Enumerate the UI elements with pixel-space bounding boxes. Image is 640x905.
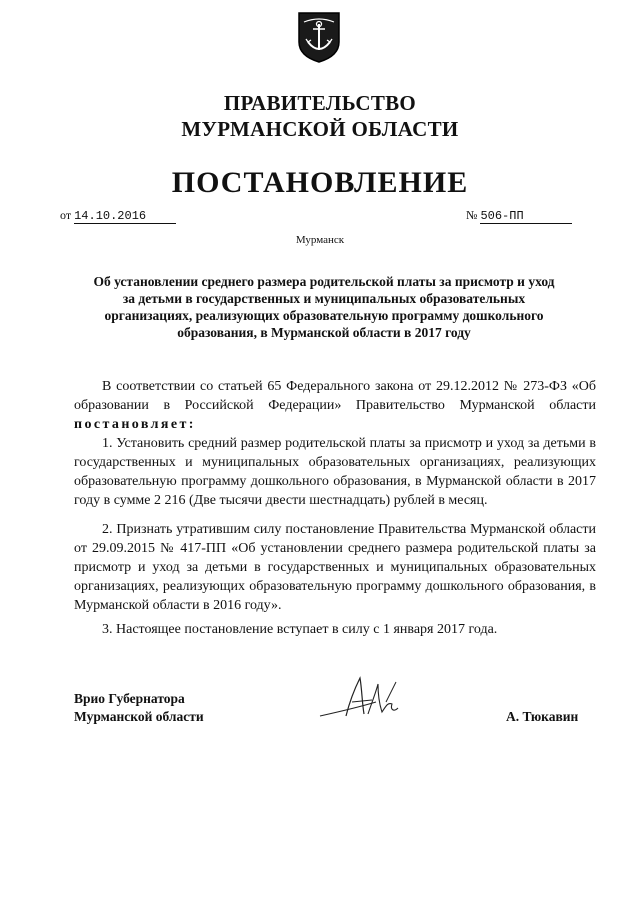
document-type: ПОСТАНОВЛЕНИЕ bbox=[171, 166, 469, 199]
title-line: Об установлении среднего размера родительской платы за присмотр и уход bbox=[93, 274, 555, 289]
date-line bbox=[60, 208, 176, 224]
coat-of-arms-icon bbox=[296, 10, 342, 64]
number-prefix: № bbox=[466, 208, 478, 222]
document-number: 506-ПП bbox=[480, 209, 572, 224]
org-name-line1: ПРАВИТЕЛЬСТВО bbox=[223, 91, 417, 115]
item-3 bbox=[74, 620, 596, 639]
number-line bbox=[466, 208, 572, 224]
title-line: организациях, реализующих образовательную программу дошкольного bbox=[104, 308, 544, 323]
item-2-text: 2. Признать утратившим силу постановление Правительства Мурманской области от 29.09.2015 № 417-ПП «Об установлении среднего размера родительской платы за присмотр и уход за детьми в государственных и муниципальных образовательных организациях, реализующих образовательную программу дошкольного образования, в Мурманской области в 2016 году». bbox=[74, 522, 596, 613]
document-title bbox=[64, 273, 584, 341]
position-line: Мурманской области bbox=[74, 709, 204, 724]
date-prefix: от bbox=[60, 208, 72, 222]
item-1 bbox=[74, 434, 596, 510]
title-line: за детьми в государственных и муниципальных образовательных bbox=[122, 291, 526, 306]
item-1-text: 1. Установить средний размер родительской платы за присмотр и уход за детьми в государственных и муниципальных образовательных организациях, реализующих образовательную программу дошкольного образования, в Мурманской области в 2017 году в сумме 2 216 (Две тысячи двести шестнадцать) рублей в месяц. bbox=[74, 436, 596, 508]
city: Мурманск bbox=[295, 234, 345, 246]
intro-text: В соответствии со статьей 65 Федерального закона от 29.12.2012 № 273-ФЗ «Об образовании в Российской Федерации» Правительство Мурманской области bbox=[74, 379, 596, 413]
item-3-text: 3. Настоящее постановление вступает в силу с 1 января 2017 года. bbox=[102, 622, 498, 637]
handwritten-signature bbox=[316, 672, 426, 726]
item-2 bbox=[74, 520, 596, 615]
intro-paragraph bbox=[74, 377, 596, 434]
signatory-name: А. Тюкавин bbox=[506, 709, 579, 724]
title-line: образования, в Мурманской области в 2017 году bbox=[177, 325, 471, 340]
position-line: Врио Губернатора bbox=[74, 691, 185, 706]
org-name-line2: МУРМАНСКОЙ ОБЛАСТИ bbox=[181, 117, 459, 141]
signatory-position bbox=[74, 690, 204, 726]
document-date: 14.10.2016 bbox=[74, 209, 176, 224]
decree-word: постановляет: bbox=[74, 417, 196, 432]
